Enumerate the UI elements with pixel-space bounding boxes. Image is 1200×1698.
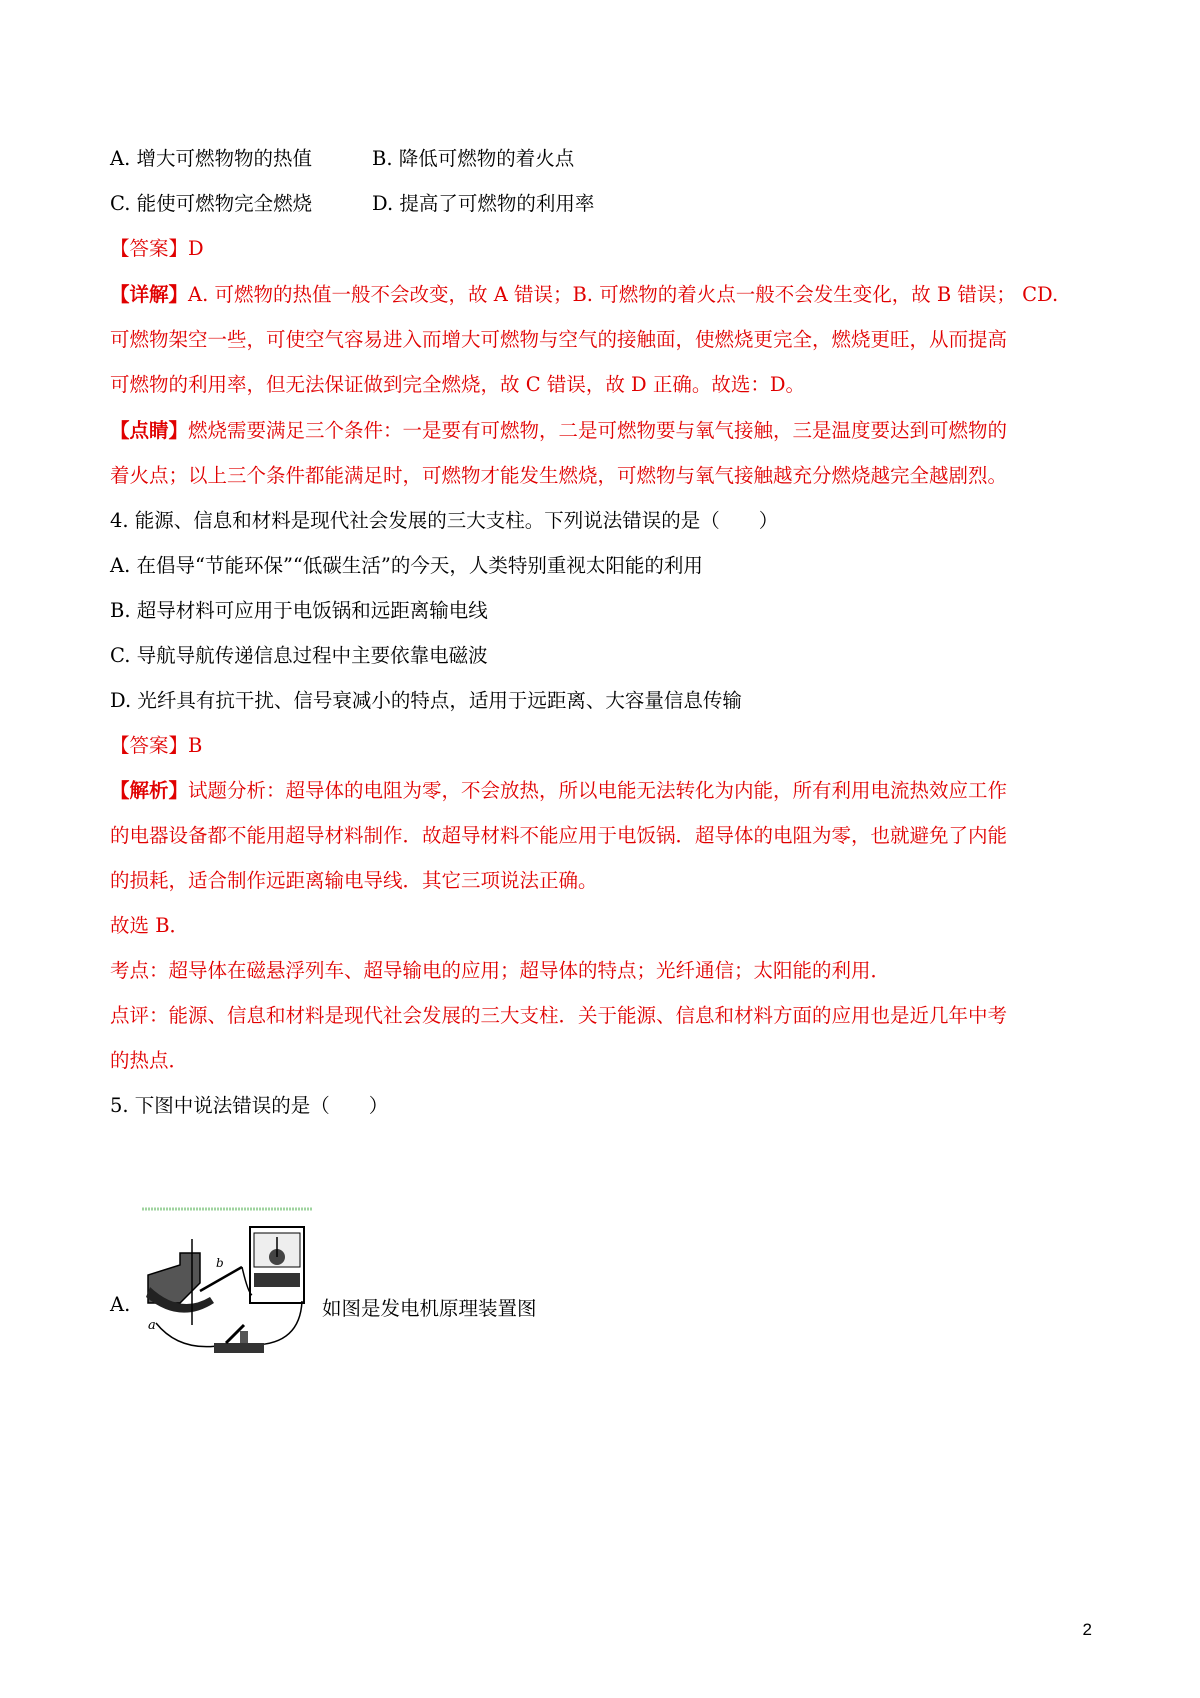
q3-option-c: C. 能使可燃物完全燃烧 — [110, 192, 313, 215]
q4-stem: 4. 能源、信息和材料是现代社会发展的三大支柱。下列说法错误的是（ ） — [110, 509, 779, 532]
q3-option-b: B. 降低可燃物的着火点 — [372, 147, 575, 170]
q5-stem: 5. 下图中说法错误的是（ ） — [110, 1094, 389, 1117]
wire-return — [252, 1301, 302, 1345]
q3-option-d: D. 提高了可燃物的利用率 — [372, 192, 595, 215]
q4-analysis-text-1: 试题分析：超导体的电阻为零，不会放热，所以电能无法转化为内能，所有利用电流热效应工作 — [188, 779, 1008, 802]
page-number: 2 — [1082, 1620, 1092, 1639]
q5-option-a-letter: A. — [110, 1293, 131, 1316]
switch-contact — [240, 1331, 248, 1343]
q4-pingjia-line-1: 点评：能源、信息和材料是现代社会发展的三大支柱．关于能源、信息和材料方面的应用也是近几年中考 — [110, 1004, 1008, 1027]
q3-detail-line-2: 可燃物架空一些，可使空气容易进入而增大可燃物与空气的接触面，使燃烧更完全，燃烧更旺，从而提高 — [110, 328, 1008, 351]
q3-note-line-2: 着火点；以上三个条件都能满足时，可燃物才能发生燃烧，可燃物与氧气接触越充分燃烧越完全越剧烈。 — [110, 464, 1008, 487]
q4-option-b: B. 超导材料可应用于电饭锅和远距离输电线 — [110, 599, 488, 622]
q3-note-text-1: 燃烧需要满足三个条件：一是要有可燃物，二是可燃物要与氧气接触，三是温度要达到可燃物的 — [188, 419, 1008, 442]
q4-answer: 【答案】B — [110, 734, 203, 757]
q3-note-tag: 【点睛】 — [110, 419, 189, 442]
label-a: a — [148, 1318, 156, 1333]
q4-option-a: A. 在倡导“节能环保”“低碳生活”的今天，人类特别重视太阳能的利用 — [110, 554, 703, 577]
label-b: b — [216, 1256, 224, 1270]
q5-option-a-caption: 如图是发电机原理装置图 — [322, 1297, 537, 1320]
q3-detail-tag: 【详解】 — [110, 283, 189, 306]
q4-option-d: D. 光纤具有抗干扰、信号衰减小的特点，适用于远距离、大容量信息传输 — [110, 689, 742, 712]
q4-analysis-line-3: 的损耗，适合制作远距离输电导线．其它三项说法正确。 — [110, 869, 598, 892]
q3-option-a: A. 增大可燃物物的热值 — [110, 147, 312, 170]
q4-analysis-tag: 【解析】 — [110, 779, 189, 802]
q3-note-line-1 — [110, 418, 1007, 444]
q4-pingjia-line-2: 的热点． — [110, 1049, 189, 1072]
q4-analysis-line-1 — [110, 778, 1007, 804]
galvanometer-terminals — [254, 1273, 300, 1287]
q3-answer: 【答案】D — [110, 237, 204, 260]
q4-option-c: C. 导航导航传递信息过程中主要依靠电磁波 — [110, 644, 488, 667]
q4-kaodian: 考点：超导体在磁悬浮列车、超导输电的应用；超导体的特点；光纤通信；太阳能的利用． — [110, 959, 891, 982]
switch-base — [214, 1343, 264, 1353]
q3-options-row-2 — [110, 191, 594, 217]
q3-detail-text-1: A. 可燃物的热值一般不会改变，故 A 错误；B. 可燃物的着火点一般不会发生变化，故 B 错误； CD. — [188, 283, 1059, 306]
q3-detail-line-1 — [110, 282, 1058, 308]
q4-choose: 故选 B． — [110, 914, 190, 937]
generator-apparatus-figure — [140, 1205, 320, 1365]
q3-detail-line-3: 可燃物的利用率，但无法保证做到完全燃烧，故 C 错误，故 D 正确。故选：D。 — [110, 373, 805, 396]
q4-analysis-line-2: 的电器设备都不能用超导材料制作．故超导材料不能应用于电饭锅．超导体的电阻为零，也就避免了内能 — [110, 824, 1008, 847]
wire-a — [156, 1323, 224, 1347]
q3-options-row-1 — [110, 146, 574, 172]
conductor-rod — [200, 1267, 242, 1291]
